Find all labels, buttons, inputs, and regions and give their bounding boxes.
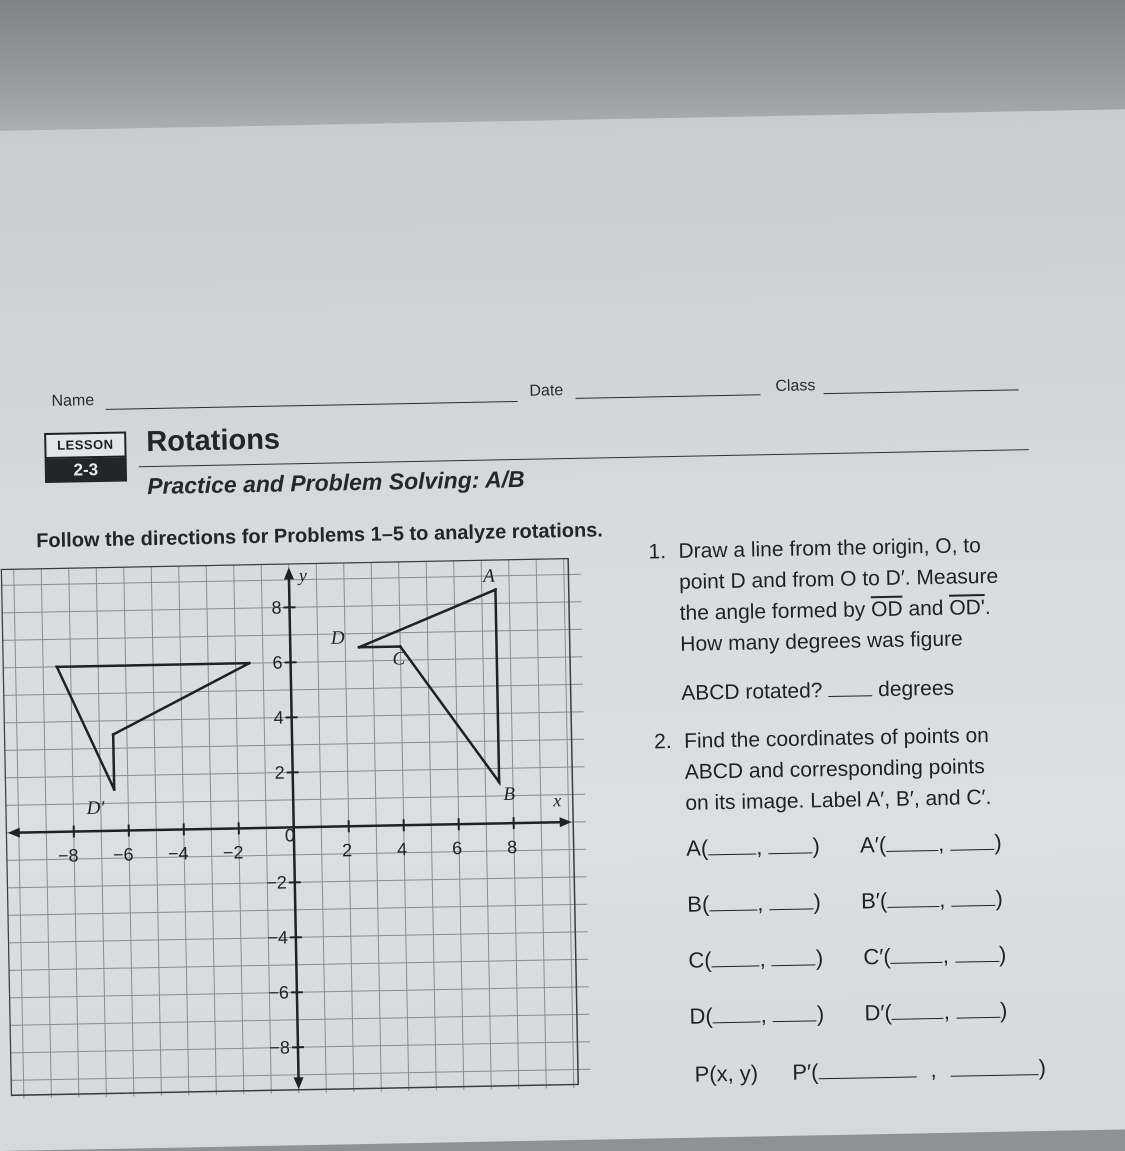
close-paren: ) bbox=[995, 886, 1003, 912]
lesson-badge-number: 2-3 bbox=[45, 457, 127, 483]
question-1 bbox=[678, 528, 1101, 709]
grid-line-horizontal bbox=[7, 904, 587, 915]
page-title: Rotations bbox=[146, 424, 280, 460]
x-tick-label: −2 bbox=[223, 842, 244, 862]
a-y-blank[interactable] bbox=[768, 834, 812, 854]
x-tick-label: 4 bbox=[397, 839, 407, 859]
q2-line2: ABCD and corresponding points bbox=[684, 749, 1105, 788]
b-x-blank[interactable] bbox=[709, 891, 757, 911]
q1-line3-end: . bbox=[985, 596, 991, 619]
close-paren: ) bbox=[999, 942, 1007, 968]
y-axis-arrow-up bbox=[284, 567, 294, 579]
q1-line1: Draw a line from the origin, O, to bbox=[678, 528, 1099, 567]
y-tick-label: 6 bbox=[272, 653, 282, 673]
x-tick-label: 6 bbox=[452, 838, 462, 858]
comma: , bbox=[756, 834, 763, 860]
vertex-label: D bbox=[330, 628, 345, 649]
q1-line3-and: and bbox=[902, 597, 949, 621]
x-tick-label: −6 bbox=[113, 844, 134, 864]
coord-row-c bbox=[688, 942, 1006, 974]
name-field[interactable] bbox=[106, 401, 518, 410]
comma: , bbox=[930, 1057, 937, 1083]
figure-abcd bbox=[358, 590, 499, 785]
coordinate-graph bbox=[1, 558, 591, 1099]
date-label: Date bbox=[529, 382, 563, 401]
d-prime-x-blank[interactable] bbox=[892, 1000, 944, 1020]
comma: , bbox=[757, 890, 764, 916]
a-x-blank[interactable] bbox=[708, 835, 756, 855]
point-d-prime-label: D′( bbox=[864, 1000, 892, 1027]
x-axis-arrow-left bbox=[8, 828, 20, 838]
y-tick-label: 4 bbox=[273, 708, 283, 728]
close-paren: ) bbox=[817, 1001, 825, 1027]
q1-line3-text: the angle formed by bbox=[679, 598, 871, 625]
class-label: Class bbox=[775, 377, 815, 396]
grid-line-horizontal bbox=[8, 959, 588, 970]
a-prime-y-blank[interactable] bbox=[950, 831, 994, 851]
x-tick-label: 2 bbox=[342, 840, 352, 860]
x-axis-arrow-right bbox=[560, 817, 572, 827]
q1-line2: point D and from O to D′. Measure bbox=[679, 559, 1100, 598]
degrees-answer-blank[interactable] bbox=[828, 677, 872, 697]
x-tick-label: −8 bbox=[58, 845, 79, 865]
y-tick-label: −4 bbox=[267, 927, 288, 947]
point-b-prime-label: B′( bbox=[861, 888, 888, 914]
comma: , bbox=[760, 1002, 767, 1028]
directions-text: Follow the directions for Problems 1–5 to analyze rotations. bbox=[36, 519, 603, 553]
date-field[interactable] bbox=[576, 394, 761, 399]
question-1-number: 1. bbox=[648, 536, 666, 567]
close-paren: ) bbox=[1000, 998, 1008, 1024]
point-d-label: D( bbox=[689, 1003, 713, 1029]
name-label: Name bbox=[51, 392, 94, 411]
d-x-blank[interactable] bbox=[712, 1003, 760, 1023]
c-prime-x-blank[interactable] bbox=[890, 944, 942, 964]
q1-line4: How many degrees was figure bbox=[680, 621, 1101, 660]
y-tick-label: −2 bbox=[266, 872, 287, 892]
comma: , bbox=[944, 999, 951, 1025]
page-subtitle: Practice and Problem Solving: A/B bbox=[147, 466, 525, 500]
x-tick-label: 0 bbox=[285, 825, 295, 845]
close-paren: ) bbox=[816, 945, 824, 971]
b-prime-x-blank[interactable] bbox=[887, 888, 939, 908]
comma: , bbox=[939, 887, 946, 913]
q2-line3: on its image. Label A′, B′, and C′. bbox=[685, 780, 1106, 819]
comma: , bbox=[759, 946, 766, 972]
point-a-label: A( bbox=[686, 835, 708, 861]
comma: , bbox=[942, 943, 949, 969]
q1-answer-line bbox=[681, 670, 1102, 709]
a-prime-x-blank[interactable] bbox=[886, 832, 938, 852]
question-2 bbox=[684, 718, 1106, 819]
lesson-badge bbox=[44, 431, 127, 485]
b-y-blank[interactable] bbox=[769, 890, 813, 910]
x-tick-label: 8 bbox=[507, 837, 517, 857]
coord-row-d bbox=[689, 998, 1007, 1030]
coord-row-b bbox=[687, 886, 1003, 918]
point-c-label: C( bbox=[688, 947, 712, 973]
c-y-blank[interactable] bbox=[772, 946, 816, 966]
d-prime-y-blank[interactable] bbox=[956, 999, 1000, 1019]
point-b-label: B( bbox=[687, 891, 709, 917]
comma: , bbox=[938, 831, 945, 857]
segment-od-prime: OD' bbox=[949, 596, 985, 620]
coord-row-a bbox=[686, 830, 1002, 862]
point-c-prime-label: C′( bbox=[863, 944, 891, 971]
point-p-prime-label: P′( bbox=[792, 1059, 819, 1085]
q1-degrees-label: degrees bbox=[878, 677, 954, 701]
d-y-blank[interactable] bbox=[773, 1002, 817, 1022]
close-paren: ) bbox=[1038, 1055, 1046, 1081]
q1-line5-text: ABCD rotated? bbox=[681, 679, 823, 705]
grid-line-horizontal bbox=[9, 1014, 589, 1025]
vertex-label: B bbox=[503, 784, 515, 805]
y-axis-arrow-down bbox=[294, 1077, 304, 1089]
segment-od: $\overline{OD}$ bbox=[871, 598, 903, 622]
c-prime-y-blank[interactable] bbox=[955, 943, 999, 963]
y-tick-label: 8 bbox=[271, 598, 281, 618]
close-paren: ) bbox=[813, 889, 821, 915]
point-p-label: P(x, y) bbox=[694, 1060, 758, 1087]
y-axis-label: y bbox=[297, 565, 307, 585]
y-tick-label: −6 bbox=[268, 982, 289, 1002]
grid-line-horizontal bbox=[6, 849, 586, 860]
vertex-label: C bbox=[392, 648, 405, 669]
y-tick-label: 2 bbox=[274, 763, 284, 783]
worksheet-page bbox=[0, 109, 1125, 1151]
class-field[interactable] bbox=[823, 389, 1018, 394]
lesson-badge-label: LESSON bbox=[44, 431, 126, 459]
coord-row-general bbox=[694, 1055, 1046, 1088]
p-prime-y-blank[interactable] bbox=[950, 1056, 1038, 1077]
b-prime-y-blank[interactable] bbox=[951, 887, 995, 907]
vertex-label: D′ bbox=[85, 798, 105, 819]
c-x-blank[interactable] bbox=[711, 947, 759, 967]
q2-line1: Find the coordinates of points on bbox=[684, 718, 1105, 757]
x-tick-label: −4 bbox=[168, 843, 189, 863]
close-paren: ) bbox=[812, 833, 820, 859]
point-a-prime-label: A′( bbox=[860, 832, 887, 858]
x-axis-label: x bbox=[552, 790, 561, 810]
y-tick-label: −8 bbox=[269, 1037, 290, 1057]
p-prime-x-blank[interactable] bbox=[818, 1058, 916, 1079]
question-2-number: 2. bbox=[654, 726, 672, 757]
vertex-label: A bbox=[481, 566, 495, 587]
close-paren: ) bbox=[994, 830, 1002, 856]
